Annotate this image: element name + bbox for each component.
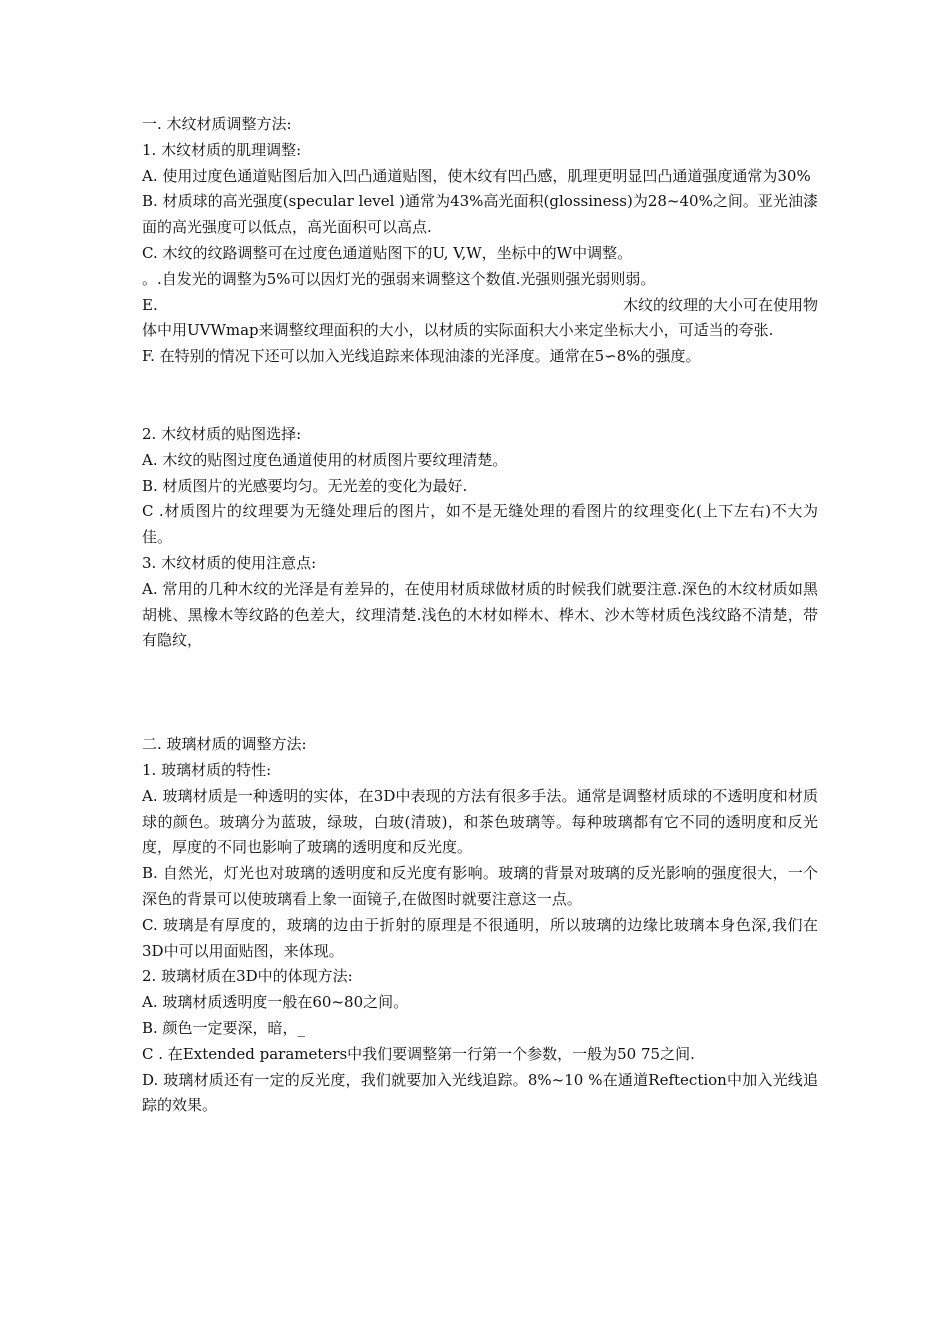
section-1-sub-3-heading: 3. 木纹材质的使用注意点:	[142, 553, 317, 572]
section-1-sub-2-heading: 2. 木纹材质的贴图选择:	[142, 424, 302, 443]
paragraph-g2c: C . 在Extended parameters中我们要调整第一行第一个参数，一般为50 75之间.	[142, 1044, 695, 1063]
paragraph-g2d: D. 玻璃材质还有一定的反光度，我们就要加入光线追踪。8%~10 %在通道Reftection中加入光线追踪的效果。	[142, 1070, 818, 1115]
paragraph-1e-text-start: 木纹的纹理的大小可在使用物	[622, 295, 818, 314]
paragraph-2c: C .材质图片的纹理要为无缝处理后的图片，如不是无缝处理的看图片的纹理变化(上下左右)不大为佳。	[142, 502, 818, 547]
paragraph-1e-label: E.	[142, 295, 158, 314]
paragraph-g1b: B. 自然光，灯光也对玻璃的透明度和反光度有影响。玻璃的背景对玻璃的反光影响的强度很大，一个深色的背景可以使玻璃看上象一面镜子,在做图时就要注意这一点。	[142, 864, 818, 908]
document-page	[142, 112, 818, 1119]
paragraph-g2a: A. 玻璃材质透明度一般在60~80之间。	[142, 993, 409, 1012]
spacer	[142, 370, 818, 422]
section-1-title: 一. 木纹材质调整方法:	[142, 115, 292, 133]
paragraph-1c: C. 木纹的纹路调整可在过度色通道贴图下的U, V,W，坐标中的W中调整。	[142, 243, 633, 262]
paragraph-g2b: B. 颜色一定要深，暗，_	[142, 1018, 306, 1037]
paragraph-1a: A. 使用过度色通道贴图后加入凹凸通道贴图，使木纹有凹凸感，肌理更明显凹凸通道强度通常为30%	[142, 166, 811, 185]
spacer	[142, 654, 818, 732]
paragraph-2b: B. 材质图片的光感要均匀。无光差的变化为最好.	[142, 476, 468, 495]
paragraph-g1c: C. 玻璃是有厚度的，玻璃的边由于折射的原理是不很通明，所以玻璃的边缘比玻璃本身色深,我们在3D中可以用面贴图，来体现。	[142, 915, 818, 960]
paragraph-1f: F. 在特别的情况下还可以加入光线追踪来体现油漆的光泽度。通常在5∽8%的强度。	[142, 347, 701, 366]
paragraph-1e-first-line	[142, 293, 818, 319]
paragraph-2a: A. 木纹的贴图过度色通道使用的材质图片要纹理清楚。	[142, 450, 508, 469]
paragraph-g1a: A. 玻璃材质是一种透明的实体，在3D中表现的方法有很多手法。通常是调整材质球的不透明度和材质球的颜色。玻璃分为蓝玻，绿玻，白玻(清玻)，和茶色玻璃等。每种玻璃都有它不同的透明度和反光度，厚度的不同也影响了玻璃的透明度和反光度。	[142, 786, 818, 857]
paragraph-1b: B. 材质球的高光强度(specular level )通常为43%高光面积(glossiness)为28~40%之间。亚光油漆面的高光强度可以低点，高光面积可以高点.	[142, 192, 818, 237]
section-2-sub-1-heading: 1. 玻璃材质的特性:	[142, 760, 272, 779]
section-1-sub-1-heading: 1. 木纹材质的肌理调整:	[142, 140, 302, 159]
paragraph-3a: A. 常用的几种木纹的光泽是有差异的，在使用材质球做材质的时候我们就要注意.深色的木纹材质如黑胡桃、黑橡木等纹路的色差大，纹理清楚.浅色的木材如榉木、桦木、沙木等材质色浅纹路不清楚，带有隐纹，	[142, 579, 818, 650]
paragraph-1e-rest: 体中用UVWmap来调整纹理面积的大小，以材质的实际面积大小来定坐标大小，可适当的夸张.	[142, 321, 774, 340]
paragraph-1d: 。.自发光的调整为5%可以因灯光的强弱来调整这个数值.光强则强光弱则弱。	[142, 269, 656, 288]
section-2-sub-2-heading: 2. 玻璃材质在3D中的体现方法:	[142, 967, 353, 986]
section-2-title: 二. 玻璃材质的调整方法:	[142, 735, 307, 754]
